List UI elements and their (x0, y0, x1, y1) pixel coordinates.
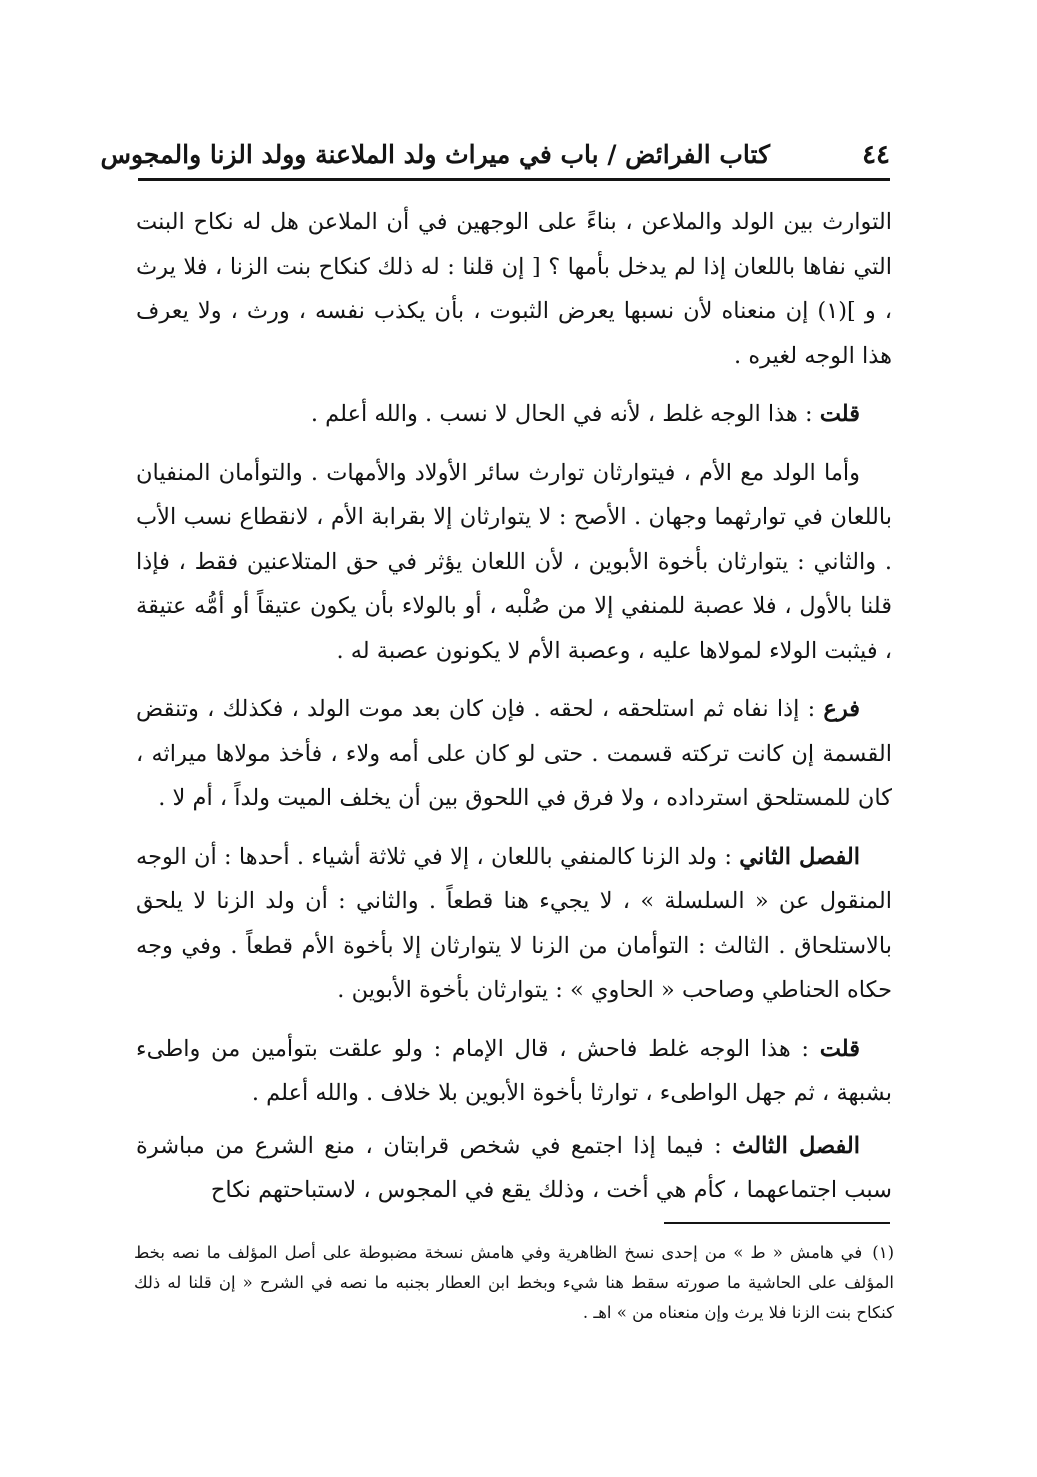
header-rule (138, 178, 890, 181)
page-number: ٤٤ (862, 140, 890, 170)
paragraph-3 (136, 451, 892, 674)
paragraph-1 (136, 200, 892, 378)
footnote-text: في هامش « ط » من إحدى نسخ الظاهرية وفي هامش نسخة مضبوطة على أصل المؤلف ما نصه بخط المؤلف على الحاشية ما صورته سقط هنا شيء وبخط ابن العطار بجنبه ما نصه في الشرح « إن قلنا له ذلك كنكاح بنت الزنا فلا يرث وإن منعناه من » اهـ . (134, 1243, 894, 1322)
paragraph-lead: قلت (819, 401, 860, 427)
paragraph-text: وأما الولد مع الأم ، فيتوارثان توارث سائر الأولاد والأمهات . والتوأمان المنفيان باللعان في توارثهما وجهان . الأصح : لا يتوارثان إلا بقرابة الأم ، لانقطاع نسب الأب . والثاني : يتوارثان بأخوة الأبوين ، لأن اللعان يؤثر في حق المتلاعنين فقط ، فإذا قلنا بالأول ، فلا عصبة للمنفي إلا من صُلْبه ، أو بالولاء بأن يكون عتيقاً أو أمُّه عتيقة ، فيثبت الولاء لمولاها عليه ، وعصبة الأم لا يكونون عصبة له . (136, 459, 892, 664)
footnote-number: (١) (872, 1243, 894, 1262)
paragraph-lead: الفصل الثالث (732, 1132, 860, 1159)
paragraph-text: : ولد الزنا كالمنفي باللعان ، إلا في ثلاثة أشياء . أحدها : أن الوجه المنقول عن « السلسلة » ، لا يجيء هنا قطعاً . والثاني : أن ولد الزنا لا يلحق بالاستلحاق . الثالث : التوأمان من الزنا لا يتوارثان إلا بأخوة الأم قطعاً . وفي وجه حكاه الحناطي وصاحب « الحاوي » : يتوارثان بأخوة الأبوين . (136, 843, 892, 1003)
paragraph-lead: فرع (823, 696, 860, 722)
paragraph-text: : هذا الوجه غلط فاحش ، قال الإمام : ولو علقت بتوأمين من واطىء بشبهة ، ثم جهل الواطىء ، توارثا بأخوة الأبوين بلا خلاف . والله أعلم . (136, 1035, 892, 1106)
footnote (134, 1238, 894, 1328)
paragraph-text: : إذا نفاه ثم استلحقه ، لحقه . فإن كان بعد موت الولد ، فكذلك ، وتنقض القسمة إن كانت تركته قسمت . حتى لو كان على أمه ولاء ، فأخذ مولاها ميراثه ، كان للمستلحق استرداده ، ولا فرق في اللحوق بين أن يخلف الميت ولداً ، أم لا . (136, 696, 892, 811)
paragraph-text: : هذا الوجه غلط ، لأنه في الحال لا نسب . والله أعلم . (310, 401, 820, 427)
footnote-rule (664, 1222, 890, 1224)
paragraph-lead: الفصل الثاني (739, 843, 860, 870)
running-title: كتاب الفرائض / باب في ميراث ولد الملاعنة وولد الزنا والمجوس (100, 140, 770, 169)
paragraph-lead: قلت (819, 1035, 860, 1062)
page-header (100, 138, 890, 182)
paragraph-5 (136, 835, 892, 1013)
paragraph-7 (136, 1124, 892, 1213)
paragraph-6 (136, 1027, 892, 1116)
paragraph-text: التوارث بين الولد والملاعن ، بناءً على الوجهين في أن الملاعن هل له نكاح البنت التي نفاها باللعان إذا لم يدخل بأمها ؟ [ إن قلنا : له ذلك كنكاح بنت الزنا ، فلا يرث ، و ](١) إن منعناه لأن نسبها يعرض الثبوت ، بأن يكذب نفسه ، ورث ، ولا يعرف هذا الوجه لغيره . (136, 209, 892, 369)
paragraph-text: : فيما إذا اجتمع في شخص قرابتان ، منع الشرع من مباشرة سبب اجتماعهما ، كأم هي أخت ، وذلك يقع في المجوس ، لاستباحتهم نكاح (136, 1132, 892, 1203)
paragraph-4 (136, 687, 892, 821)
main-text (136, 200, 892, 1221)
paragraph-2 (136, 392, 892, 437)
